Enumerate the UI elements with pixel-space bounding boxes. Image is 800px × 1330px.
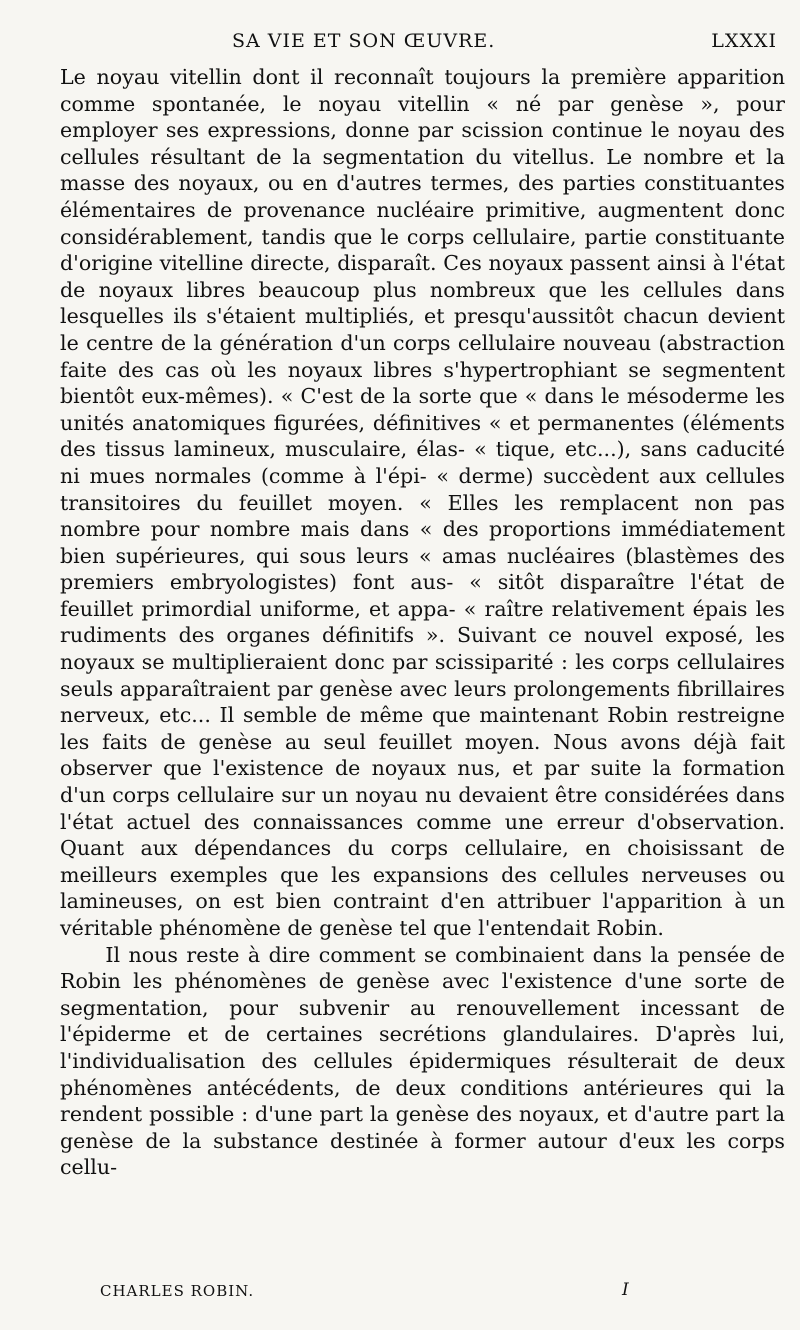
- sheet-mark: I: [622, 1280, 630, 1300]
- page-number: LXXXI: [711, 30, 777, 52]
- paragraph-2: Il nous reste à dire comment se combinaient dans la pensée de Robin les phénomènes de genèse avec l'existence d'une sorte de segmentation, pour subvenir au renouvellement incessant de l'épiderme et de certaines secrétions glandulaires. D'après lui, l'individualisation des cellules épidermiques résulterait de deux phénomènes antécédents, de deux conditions antérieures qui la rendent possible : d'une part la genèse des noyaux, et d'autre part la genèse de la substance destinée à former autour d'eux les corps cellu-: [60, 942, 785, 1180]
- page-footer: [100, 1282, 660, 1306]
- paragraph-1: Le noyau vitellin dont il reconnaît toujours la première apparition comme spontanée, le noyau vitellin « né par genèse », pour employer ses expressions, donne par scission continue le noyau des cellules résultant de la segmentation du vitellus. Le nombre et la masse des noyaux, ou en d'autres termes, des parties constituantes élémentaires de provenance nucléaire primitive, augmentent donc considérablement, tandis que le corps cellulaire, partie constituante d'origine vitelline directe, disparaît. Ces noyaux passent ainsi à l'état de noyaux libres beaucoup plus nombreux que les cellules dans lesquelles ils s'étaient multipliés, et presqu'aussitôt chacun devient le centre de la génération d'un corps cellulaire nouveau (abstraction faite des cas où les noyaux libres s'hypertrophiant se segmentent bientôt eux-mêmes). « C'est de la sorte que « dans le mésoderme les unités anatomiques figurées, définitives « et permanentes (éléments des tissus lamineux, musculaire, élas- « tique, etc...), sans caducité ni mues normales (comme à l'épi- « derme) succèdent aux cellules transitoires du feuillet moyen. « Elles les remplacent non pas nombre pour nombre mais dans « des proportions immédiatement bien supérieures, qui sous leurs « amas nucléaires (blastèmes des premiers embryologistes) font aus- « sitôt disparaître l'état de feuillet primordial uniforme, et appa- « raître relativement épais les rudiments des organes définitifs ». Suivant ce nouvel exposé, les noyaux se multiplieraient donc par scissiparité : les corps cellulaires seuls apparaîtraient par genèse avec leurs prolongements fibrillaires nerveux, etc... Il semble de même que maintenant Robin restreigne les faits de genèse au seul feuillet moyen. Nous avons déjà fait observer que l'existence de noyaux nus, et par suite la formation d'un corps cellulaire sur un noyau nu devaient être considérées dans l'état actuel des connaissances comme une erreur d'observation. Quant aux dépendances du corps cellulaire, en choisissant de meilleurs exemples que les expansions des cellules nerveuses ou lamineuses, on est bien contraint d'en attribuer l'apparition à un véritable phénomène de genèse tel que l'entendait Robin.: [60, 65, 785, 940]
- page-header: [60, 30, 785, 56]
- body-text: [60, 64, 785, 1181]
- running-title: SA VIE ET SON ŒUVRE.: [232, 30, 496, 52]
- signature-line: CHARLES ROBIN.: [100, 1282, 255, 1300]
